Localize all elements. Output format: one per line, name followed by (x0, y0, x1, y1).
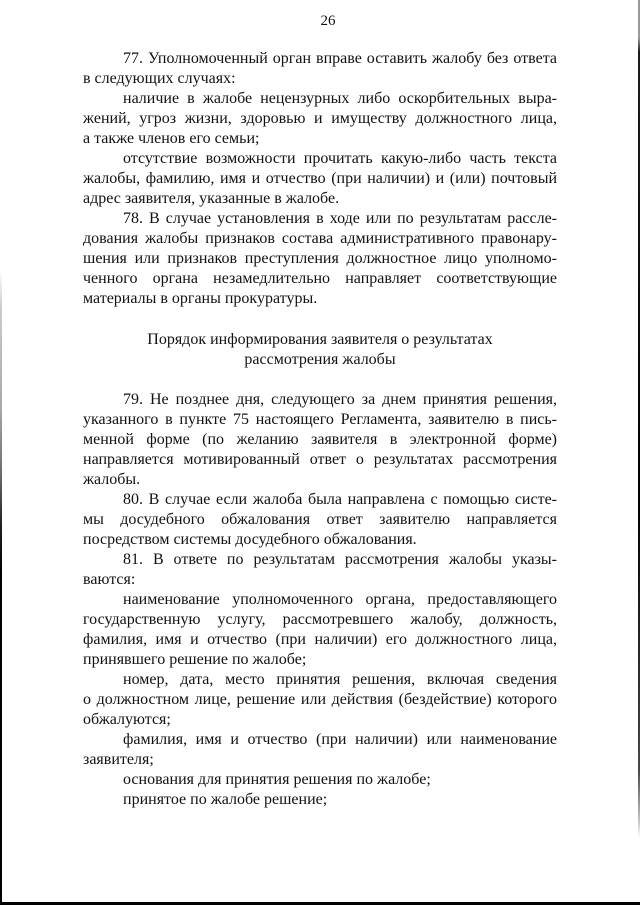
text-line: шения или признаков преступления должностное лицо уполномо- (83, 250, 557, 267)
text-line: наличие в жалобе нецензурных либо оскорбительных выра- (123, 90, 557, 107)
text-line: жений, угроз жизни, здоровью и имуществу должностного лица, (83, 110, 557, 127)
paragraph (83, 49, 557, 89)
heading-line: Порядок информирования заявителя о результатах (147, 331, 493, 348)
paragraph (83, 550, 557, 590)
text-line: мы досудебного обжалования ответ заявителю направляется (83, 511, 557, 528)
text-line: номер, дата, место принятия решения, включая сведения (123, 671, 557, 688)
paragraph (83, 770, 557, 790)
text-line: а также членов его семьи; (83, 130, 260, 147)
text-line: фамилия, имя и отчество (при наличии) его должностного лица, (83, 631, 557, 648)
text-line: государственную услугу, рассмотревшего жалобу, должность, (83, 611, 557, 628)
text-line: наименование уполномоченного органа, предоставляющего (123, 591, 557, 608)
text-line: заявителя; (83, 751, 154, 768)
text-line: указанного в пункте 75 настоящего Регламента, заявителю в пись- (83, 411, 557, 428)
paragraph (83, 89, 557, 149)
text-line: жалобы, фамилию, имя и отчество (при наличии) и (или) почтовый (83, 170, 557, 187)
text-line: отсутствие возможности прочитать какую-либо часть текста (123, 150, 557, 167)
text-line: менной форме (по желанию заявителя в электронной форме) (83, 431, 557, 448)
text-line: посредством системы досудебного обжалования. (83, 531, 417, 548)
page-number: 26 (320, 13, 336, 29)
text-line: материалы в органы прокуратуры. (83, 290, 318, 307)
document-body (83, 49, 557, 810)
text-line: направляется мотивированный ответ о результатах рассмотрения (83, 451, 557, 468)
paragraph (83, 790, 557, 810)
text-line: 81. В ответе по результатам рассмотрения жалобы указы- (123, 551, 557, 568)
paragraph (83, 149, 557, 209)
text-line: 80. В случае если жалоба была направлена с помощью систе- (123, 491, 557, 508)
section-heading (83, 330, 557, 370)
text-line: принявшего решение по жалобе; (83, 651, 307, 668)
paragraph (83, 490, 557, 550)
paragraph (83, 209, 557, 309)
text-line: дования жалобы признаков состава административного правонару- (83, 230, 557, 247)
text-line: 79. Не позднее дня, следующего за днем принятия решения, (123, 391, 557, 408)
heading-line: рассмотрения жалобы (244, 351, 396, 368)
text-line: в следующих случаях: (83, 70, 236, 87)
text-line: основания для принятия решения по жалобе; (123, 771, 431, 788)
text-line: о должностном лице, решение или действия (бездействие) которого (83, 691, 557, 708)
text-line: жалобы. (83, 471, 141, 488)
text-line: 77. Уполномоченный орган вправе оставить жалобу без ответа (123, 50, 557, 67)
scan-artifact-left-edge (0, 270, 2, 905)
text-line: фамилия, имя и отчество (при наличии) или наименование (123, 731, 557, 748)
paragraph (83, 590, 557, 670)
text-line: ваются: (83, 571, 136, 588)
text-line: адрес заявителя, указанные в жалобе. (83, 190, 340, 207)
paragraph (83, 390, 557, 490)
text-line: принятое по жалобе решение; (123, 791, 328, 808)
paragraph (83, 670, 557, 730)
paragraph (83, 730, 557, 770)
text-line: ченного органа незамедлительно направляет соответствующие (83, 270, 557, 287)
text-line: обжалуются; (83, 711, 171, 728)
text-line: 78. В случае установления в ходе или по результатам рассле- (123, 210, 557, 227)
